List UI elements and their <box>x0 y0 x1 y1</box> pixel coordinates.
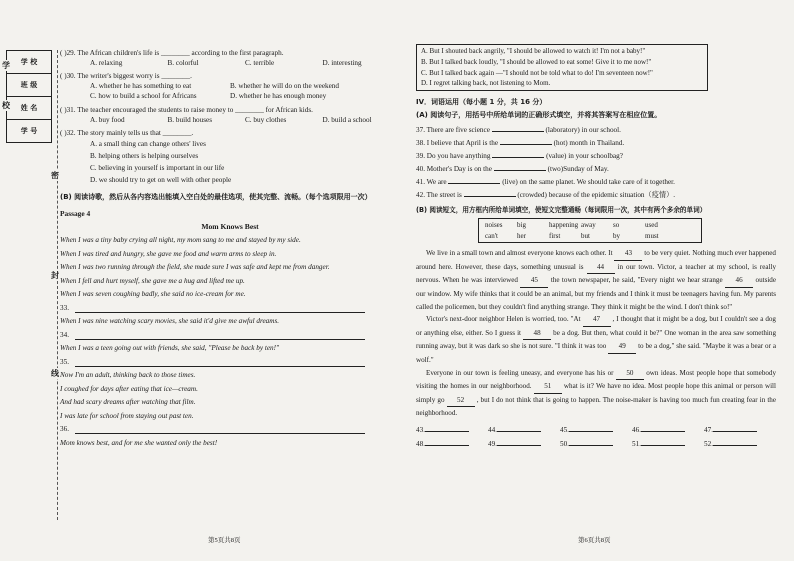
word-box <box>478 218 702 243</box>
answer-34-number: 34. <box>60 330 69 339</box>
q30-options-row1 <box>60 81 400 92</box>
fill-41-pre: 41. We are <box>416 178 449 187</box>
seal-char-feng: 封 <box>51 271 59 280</box>
answer-blank[interactable] <box>497 437 541 446</box>
answer-slot-43[interactable] <box>416 423 488 437</box>
fill-39-pre: 39. Do you have anything <box>416 152 493 161</box>
q32-option-a: A. a small thing can change others' lives <box>90 140 206 148</box>
fill-37-pre: 37. There are five science <box>416 126 492 135</box>
answer-number: 52. <box>704 439 713 448</box>
fill-39 <box>416 149 776 162</box>
poem-line: I coughed for days after eating that ice—cream. <box>60 384 198 393</box>
fill-37-post: (laboratory) in our school. <box>543 126 621 135</box>
side-char-school1: 学 <box>2 61 10 70</box>
poem-line: When I was a teen going out with friends, she said, "Please be back by ten!" <box>60 344 280 352</box>
answer-slot-50[interactable] <box>560 437 632 451</box>
answer-blank[interactable] <box>713 423 757 432</box>
p2-text: to be a dog," she said. "Maybe it was a bear or a wolf." <box>416 342 776 364</box>
poem-option-a: A. But I shouted back angrily, "I should be allowed to watch it! I'm not a baby!" <box>421 47 646 55</box>
p1-text: We live in a small town and almost everyone knows each other. It <box>426 249 613 258</box>
page-number-left: 第5页共8页 <box>208 537 241 544</box>
answer-number: 46. <box>632 425 641 434</box>
blank-43[interactable]: 43 <box>614 247 642 261</box>
answer-33-blank[interactable] <box>75 302 365 313</box>
answer-number: 51. <box>632 439 641 448</box>
p2-text: be a dog. But then, what could it be?" One woman in the area saw something running away, but it was dark so she is not sure. "I think it was too <box>416 328 777 351</box>
fill-39-blank[interactable] <box>492 149 544 158</box>
p1-text: to be very quiet. Nothing much ever happened around here. However, these days, something unusual is <box>416 249 776 271</box>
answer-number: 47. <box>704 425 713 434</box>
answer-33-number: 33. <box>60 303 69 312</box>
passage-label: Passage 4 <box>60 209 91 218</box>
fill-41 <box>416 175 776 188</box>
p3-text: , but I do not think that is going to happen. The noise-maker is having too much fun creating fear in the neighborhood. <box>416 395 776 418</box>
q29-option-b: B. colorful <box>167 59 199 67</box>
fill-38-pre: 38. I believe that April is the <box>416 139 500 148</box>
blank-49[interactable]: 49 <box>608 340 636 354</box>
q32-option-c: C. believing in yourself is important in our life <box>90 164 225 172</box>
right-column <box>416 44 776 451</box>
poem-line: When I was a tiny baby crying all night, my mom sang to me and stayed by my side. <box>60 236 301 244</box>
p1-text: the town newspaper, he said, "Every night we hear strange <box>550 276 723 285</box>
answer-number: 49. <box>488 439 497 448</box>
fill-38-post: (hot) month in Thailand. <box>551 139 625 148</box>
answer-slot-52[interactable] <box>704 437 776 451</box>
poem-line: When I was two running through the field, she made sure I was safe and kept me from danger. <box>60 263 330 271</box>
blank-44[interactable]: 44 <box>587 261 615 275</box>
q29-options <box>60 58 400 69</box>
answer-number: 48. <box>416 439 425 448</box>
left-column <box>60 48 400 450</box>
q30-option-b: B. whether he will do on the weekend <box>230 81 339 90</box>
poem-line: And had scary dreams after watching that film. <box>60 398 196 406</box>
p3-text: what is it? We have no idea. Most people hope this animal or person will simply go <box>416 382 776 404</box>
seal-char-xian: 线 <box>51 369 59 378</box>
q29-option-a: A. relaxing <box>90 59 123 67</box>
q30-option-c: C. how to build a school for Africans <box>90 92 197 100</box>
question-30: ( )30. The writer's biggest worry is ________. <box>60 71 192 80</box>
poem-line: Now I'm an adult, thinking back to those times. <box>60 371 196 379</box>
school-label: 学 校 <box>20 58 38 66</box>
blank-46[interactable]: 46 <box>725 274 753 288</box>
q31-option-c: C. buy clothes <box>245 115 287 124</box>
section-4b-instructions: (B) 阅读短文，用方框内所给单词填空，使短文完整通畅（每词限用一次，其中有两个多余的单词） <box>416 206 707 215</box>
student-id-label: 学 号 <box>20 127 38 135</box>
blank-45[interactable]: 45 <box>520 274 548 288</box>
side-char-school2: 校 <box>2 101 10 110</box>
fill-38-blank[interactable] <box>500 136 552 145</box>
p1-text: outside our window. My wife thinks that it could be an animal, but my friends and I think it must be teenagers having fun. My parents called the policemen, but they couldn't find anything strange. They think it might be the wind. I don't think so!" <box>416 276 777 311</box>
word: must <box>645 231 659 240</box>
q31-options <box>60 115 400 126</box>
q30-option-d: D. whether he has enough money <box>230 92 327 100</box>
seal-line <box>57 50 58 520</box>
answer-slot-44[interactable] <box>488 423 560 437</box>
answer-number: 43. <box>416 425 425 434</box>
p3-text: Everyone in our town is feeling uneasy, and everyone has his or <box>426 368 614 377</box>
blank-50[interactable]: 50 <box>616 367 644 381</box>
word: can't <box>485 231 498 240</box>
fill-40-post: (two)Sunday of May. <box>545 165 609 174</box>
fill-42-pre: 42. The street is <box>416 191 464 200</box>
answer-35-blank[interactable] <box>75 356 365 367</box>
word: happening <box>549 221 579 230</box>
passage-paragraph-2 <box>416 313 776 366</box>
question-32: ( )32. The story mainly tells us that ________. <box>60 129 194 137</box>
fill-40 <box>416 162 776 175</box>
class-row <box>7 74 51 97</box>
poem-line: When I fell and hurt myself, she gave me a hug and lifted me up. <box>60 276 245 285</box>
q31-option-d: D. build a school <box>322 115 372 124</box>
word: used <box>645 221 658 230</box>
fill-42-blank[interactable] <box>464 188 516 197</box>
answer-line-33[interactable] <box>60 302 400 316</box>
blank-47[interactable]: 47 <box>583 313 611 327</box>
word: by <box>613 231 620 240</box>
answer-36-number: 36. <box>60 425 69 433</box>
poem-option-d: D. I regret talking back, not listening to Mom. <box>421 79 551 88</box>
word: big <box>517 221 526 230</box>
q32-option-d: D. we should try to get on well with other people <box>90 176 232 184</box>
fill-37 <box>416 123 776 136</box>
fill-41-post: (live) on the same planet. We should take care of it together. <box>500 178 675 187</box>
student-info-box <box>6 50 52 143</box>
poem-line-last: Mom knows best, and for me she wanted only the best! <box>60 438 218 447</box>
blank-48[interactable]: 48 <box>523 327 551 341</box>
fill-41-blank[interactable] <box>448 175 500 184</box>
answer-blank[interactable] <box>569 437 613 446</box>
answer-blank[interactable] <box>641 437 685 446</box>
question-31: ( )31. The teacher encouraged the students to raise money to ________ for African kids. <box>60 105 313 114</box>
word: noises <box>485 221 503 230</box>
section-b-instructions: (B) 阅读诗歌，然后从各内容选出能填入空白处的最佳选项，使其完整、流畅。（每个选项限用一次） <box>60 193 372 201</box>
section-4a-instructions: (A) 阅读句子，用括号中所给单词的正确形式填空，并将其答案写在相应位置。 <box>416 111 662 120</box>
answer-34-blank[interactable] <box>75 329 365 340</box>
fill-42-post: (crowded) because of the epidemic situation（疫情）. <box>515 191 676 200</box>
poem-options-box <box>416 44 708 91</box>
blank-52[interactable]: 52 <box>447 394 475 408</box>
answer-35-number: 35. <box>60 357 69 366</box>
q29-option-d: D. interesting <box>322 59 362 67</box>
passage-paragraph-1 <box>416 247 776 313</box>
q30-option-a: A. whether he has something to eat <box>90 81 192 90</box>
poem-line: When I was seven coughing badly, she said no ice-cream for me. <box>60 290 246 298</box>
answer-slot-45[interactable] <box>560 423 632 437</box>
answer-slot-51[interactable] <box>632 437 704 451</box>
word: first <box>549 231 561 240</box>
answer-line-36[interactable] <box>60 423 400 437</box>
school-row <box>7 51 51 74</box>
word: so <box>613 221 620 230</box>
answer-blank[interactable] <box>713 437 757 446</box>
blank-51[interactable]: 51 <box>534 380 562 394</box>
q30-options-row2 <box>60 91 400 102</box>
fill-40-pre: 40. Mother's Day is on the <box>416 165 494 174</box>
word: but <box>581 231 590 240</box>
section-4-title: IV．词语运用（每小题 1 分，共 16 分） <box>416 98 547 107</box>
fill-39-post: (value) in your schoolbag? <box>544 152 623 161</box>
q29-option-c: C. terrible <box>245 59 275 67</box>
poem-option-c: C. But I talked back again —"I should not be told what to do! I'm seventeen now!" <box>421 68 653 77</box>
answer-slot-47[interactable] <box>704 423 776 437</box>
answer-number: 50. <box>560 439 569 448</box>
answer-blank[interactable] <box>569 423 613 432</box>
answer-slot-46[interactable] <box>632 423 704 437</box>
answer-36-blank[interactable] <box>75 423 365 434</box>
passage-paragraph-3 <box>416 367 776 420</box>
name-label: 姓 名 <box>20 104 38 112</box>
fill-37-blank[interactable] <box>492 123 544 132</box>
p2-text: , I thought that it might be a dog, but I couldn't see a dog or anything else, either. So I guess it <box>416 315 776 337</box>
answer-blank[interactable] <box>641 423 685 432</box>
poem-line: I was late for school from staying out past ten. <box>60 411 194 420</box>
poem-line: When I was tired and hungry, she gave me food and warm arms to sleep in. <box>60 249 277 258</box>
word: away <box>581 221 596 230</box>
class-label: 班 级 <box>20 81 38 89</box>
q32-option-b: B. helping others is helping ourselves <box>90 152 199 160</box>
page-number-right: 第6页共8页 <box>578 537 611 544</box>
fill-38 <box>416 136 776 149</box>
fill-40-blank[interactable] <box>494 162 546 171</box>
answer-grid-row1 <box>416 423 776 437</box>
seal-char-mi: 密 <box>51 171 59 180</box>
answer-blank[interactable] <box>497 423 541 432</box>
poem-option-b: B. But I talked back loudly, "I should be allowed to eat some! Give it to me now!" <box>421 57 652 66</box>
answer-blank[interactable] <box>425 423 469 432</box>
answer-number: 44. <box>488 425 497 434</box>
question-29: ( )29. The African children's life is ________ according to the first paragraph. <box>60 49 284 57</box>
q31-option-a: A. buy food <box>90 115 125 124</box>
answer-blank[interactable] <box>425 437 469 446</box>
fill-42 <box>416 188 776 201</box>
binding-strip <box>0 0 52 561</box>
word: her <box>517 231 526 240</box>
answer-slot-49[interactable] <box>488 437 560 451</box>
name-row <box>7 97 51 120</box>
poem-line: When I was nine watching scary movies, she said it'd give me awful dreams. <box>60 317 280 325</box>
answer-number: 45. <box>560 425 569 434</box>
p3-text: own ideas. Most people hope that somebody visiting the homes in our neighborhood. <box>416 368 777 391</box>
answer-grid-row2 <box>416 437 776 451</box>
poem-title: Mom Knows Best <box>201 222 259 231</box>
answer-line-34[interactable] <box>60 329 400 343</box>
p1-text: in our town. Victor, a teacher at my school, is really nervous. When he was interviewed <box>416 262 777 285</box>
answer-line-35[interactable] <box>60 356 400 370</box>
answer-slot-48[interactable] <box>416 437 488 451</box>
student-id-row <box>7 120 51 142</box>
q31-option-b: B. build houses <box>167 115 213 124</box>
p2-text: Victor's next-door neighbor Helen is worried, too. "At <box>426 315 581 324</box>
